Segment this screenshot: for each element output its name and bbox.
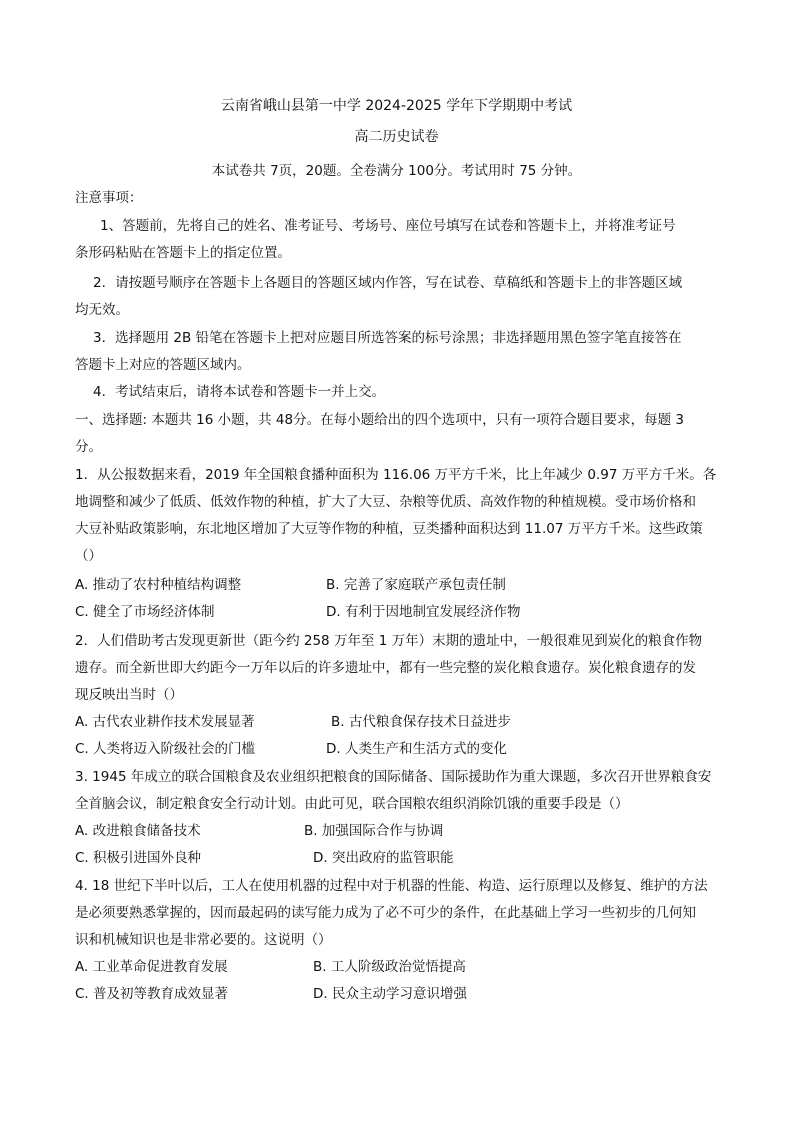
exam-title: 云南省峨山县第一中学 2024-2025 学年下学期期中考试 — [220, 98, 573, 114]
q2-option-b: B. 古代粮食保存技术日益进步 — [331, 714, 511, 730]
q1-option-c: C. 健全了市场经济体制 — [75, 604, 215, 620]
q4-option-d: D. 民众主动学习意识增强 — [313, 986, 467, 1002]
q2-line-2: 遗存。而全新世即大约距今一万年以后的许多遗址中，都有一些完整的炭化粮食遗存。炭化粮食遗存的发 — [75, 660, 696, 676]
q1-option-d: D. 有利于因地制宜发展经济作物 — [326, 604, 521, 620]
q4-option-c: C. 普及初等教育成效显著 — [75, 986, 229, 1002]
note-3-line-1: 3．选择题用 2B 铅笔在答题卡上把对应题目所选答案的标号涂黑；非选择题用黑色签字笔直接答在 — [93, 330, 682, 346]
q2-option-d: D. 人类生产和生活方式的变化 — [326, 741, 507, 757]
q3-option-b: B. 加强国际合作与协调 — [304, 823, 444, 839]
exam-info: 本试卷共 7页，20题。全卷满分 100分。考试用时 75 分钟。 — [211, 163, 582, 179]
note-1-line-2: 条形码粘贴在答题卡上的指定位置。 — [75, 245, 291, 261]
q2-line-3: 现反映出当时（） — [75, 687, 183, 703]
q4-line-3: 识和机械知识也是非常必要的。这说明（） — [75, 932, 332, 948]
section-1-line-1: 一、选择题: 本题共 16 小题，共 48分。在每小题给出的四个选项中，只有一项符合题目要求，每题 3 — [75, 412, 684, 428]
note-4: 4．考试结束后，请将本试卷和答题卡一并上交。 — [93, 384, 386, 400]
q1-line-4: （） — [75, 548, 102, 564]
q3-option-a: A. 改进粮食储备技术 — [75, 823, 201, 839]
notes-heading: 注意事项： — [75, 190, 143, 206]
note-1-line-1: 1、答题前，先将自己的姓名、准考证号、考场号、座位号填写在试卷和答题卡上，并将准考证号 — [100, 218, 676, 234]
q2-line-1: 2．人们借助考古发现更新世（距今约 258 万年至 1 万年）末期的遗址中，一般很难见到炭化的粮食作物 — [75, 633, 703, 649]
note-2-line-1: 2．请按题号顺序在答题卡上各题目的答题区域内作答，写在试卷、草稿纸和答题卡上的非答题区域 — [93, 275, 683, 291]
q3-line-2: 全首脑会议，制定粮食安全行动计划。由此可见，联合国粮农组织消除饥饿的重要手段是（） — [75, 796, 629, 812]
q4-line-2: 是必须要熟悉掌握的，因而最起码的读写能力成为了必不可少的条件，在此基础上学习一些初步的几何知 — [75, 905, 696, 921]
note-2-line-2: 均无效。 — [75, 302, 129, 318]
q3-option-d: D. 突出政府的监管职能 — [313, 850, 454, 866]
exam-subtitle: 高二历史试卷 — [354, 129, 439, 145]
q2-option-a: A. 古代农业耕作技术发展显著 — [75, 714, 255, 730]
q2-option-c: C. 人类将迈入阶级社会的门槛 — [75, 741, 256, 757]
q4-option-b: B. 工人阶级政治觉悟提高 — [313, 959, 466, 975]
q3-line-1: 3. 1945 年成立的联合国粮食及农业组织把粮食的国际储备、国际援助作为重大课题，多次召开世界粮食安 — [75, 769, 712, 785]
q1-line-3: 大豆补贴政策影响，东北地区增加了大豆等作物的种植，豆类播种面积达到 11.07 万平方千米。这些政策 — [75, 521, 703, 537]
q1-line-1: 1．从公报数据来看，2019 年全国粮食播种面积为 116.06 万平方千米，比上年减少 0.97 万平方千米。各 — [75, 467, 717, 483]
q4-option-a: A. 工业革命促进教育发展 — [75, 959, 228, 975]
q1-line-2: 地调整和减少了低质、低效作物的种植，扩大了大豆、杂粮等优质、高效作物的种植规模。受市场价格和 — [75, 494, 696, 510]
note-3-line-2: 答题卡上对应的答题区域内。 — [75, 357, 251, 373]
q4-line-1: 4. 18 世纪下半叶以后，工人在使用机器的过程中对于机器的性能、构造、运行原理以及修复、维护的方法 — [75, 878, 708, 894]
section-1-line-2: 分。 — [75, 439, 102, 455]
q1-option-a: A. 推动了农村种植结构调整 — [75, 577, 242, 593]
q3-option-c: C. 积极引进国外良种 — [75, 850, 202, 866]
q1-option-b: B. 完善了家庭联产承包责任制 — [326, 577, 506, 593]
